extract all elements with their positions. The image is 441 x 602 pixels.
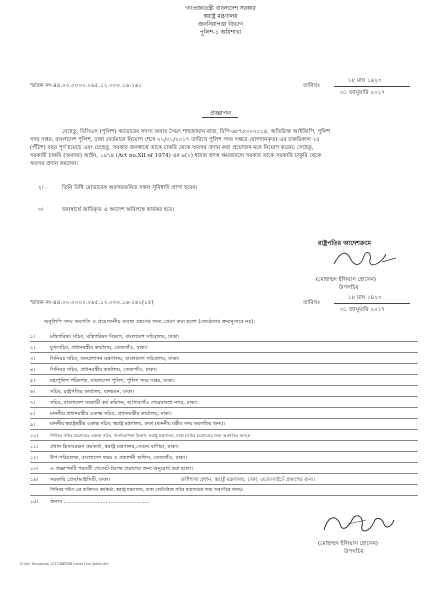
header-section: পুলিশ-১ অধিশাখা xyxy=(199,30,242,36)
list-item: মহাপুলিশ পরিদর্শক, বাংলাদেশ পুলিশ, পুলিশ সদর দপ্তর, ঢাকা। xyxy=(50,378,175,384)
list-number: ১৫। xyxy=(30,499,39,505)
signer-name-copy: (মোহাম্মদ ইলিয়াস হোসেন) xyxy=(318,541,378,547)
list-number: ১০। xyxy=(30,433,39,439)
signer-designation-copy: উপসচিব xyxy=(344,549,364,555)
header-govt: গণপ্রজাতন্ত্রী বাংলাদেশ সরকার xyxy=(185,6,256,12)
list-item: সিনিয়র সচিব, প্রধানমন্ত্রীর কার্যালয়, তেজগাঁও, ঢাকা। xyxy=(50,367,157,373)
point-number: ২। xyxy=(38,185,44,191)
row-divider xyxy=(30,484,418,485)
row-divider xyxy=(30,451,418,452)
date-divider-copy xyxy=(334,303,410,304)
body-line: (পঁচিশ) বছর পূর্ণ হয়েছে এবং যেহেতু, সরকার জনস্বার্থে তাকে চাকরি থেকে অবসর প্রদান করা প্রয়োজন মনে নিয়োগ করেন; সেহেতু, xyxy=(30,145,314,151)
list-item: মাননীয় স্বরাষ্ট্রমন্ত্রীর একান্ত সচিব, স্বরাষ্ট্র মন্ত্রণালয়, ঢাকা (মাননীয় মন্ত্রীর সদয় অবগতির জন্য)। xyxy=(50,422,225,427)
list-item: সিনিয়র সচিব, জনপ্রশাসন মন্ত্রণালয়, বাংলাদেশ সচিবালয়, ঢাকা। xyxy=(50,356,180,362)
row-divider xyxy=(30,429,418,430)
list-number: ৪। xyxy=(30,367,36,373)
signer-designation: উপসচিব xyxy=(339,285,359,291)
list-number: ৯। xyxy=(30,422,36,428)
list-item: সচিব, রাষ্ট্রপতির কার্যালয়, বঙ্গভবন, ঢাকা। xyxy=(50,389,135,395)
list-item: প্রধান হিসাবরক্ষণ কর্মকর্তা, স্বরাষ্ট্র মন্ত্রণালয়,সেগুন বাগিচা, ঢাকা। xyxy=(50,444,179,450)
list-item: উপ-পরিচালক, বাংলাদেশ ফরম ও প্রকাশনী অফিস, তেজগাঁও, ঢাকা। xyxy=(50,455,187,461)
body-line: অবসর প্রদান করলেন। xyxy=(30,161,79,167)
row-divider xyxy=(30,462,418,463)
date-bangla: ১৮ মাঘ ১৪২৩ xyxy=(348,78,382,84)
list-item: জনাব ..................................................... xyxy=(50,499,150,505)
row-divider xyxy=(30,473,418,474)
list-number: ৩। xyxy=(30,356,36,362)
memo-reference-copy: স্মারক নং-৪৪.০০.০০০০.০৯৫.১২.০৩০.১৬-১৬১(১৫) xyxy=(30,300,154,306)
memo-reference: স্মারক নং-৪৪.০০.০০০০.০৯৫.১২.০৩০.১৬-১৬১ xyxy=(30,83,142,89)
list-number: ১। xyxy=(30,334,36,340)
list-number: ৫। xyxy=(30,378,36,384)
list-number: ১৩। xyxy=(30,466,39,472)
row-divider xyxy=(30,385,418,386)
header-ministry: স্বরাষ্ট্র মন্ত্রণালয় xyxy=(203,14,238,20)
title: প্রজ্ঞাপন xyxy=(210,109,231,117)
body-line: যেহেতু, বিসিএস (পুলিশ) ক্যাডারের সদস্য জনাব সৈয়দ শাহজামান রাজ, বিপি-৬৮৭৮০০০০১৪, অতিরিক্ত আইজিপি, পুলিশ xyxy=(62,129,331,135)
list-item: মুখ্যসচিব, প্রধানমন্ত্রীর কার্যালয়, তেজগাঁও, ঢাকা। xyxy=(50,345,148,351)
list-item: মাননীয় প্রধানমন্ত্রীর একান্ত সচিব, প্রধানমন্ত্রীর কার্যালয়, ঢাকা। xyxy=(50,411,172,417)
body-line: সদর দপ্তর, বাংলাদেশ পুলিশ, ঢাকা (বর্তমানে নিয়োগ শেষে ০১/০১/২০১৭ তারিখে পুলিশ সদর দপ্তরে যোগদানকৃত) এর চাকরিকাল ২৫ xyxy=(30,137,320,143)
row-divider xyxy=(30,495,418,496)
list-item: এ প্রজ্ঞাপনটি পরবর্তী গেজেট-বিশেষ প্রকাশের জন্য অনুরোধ করা হলো। xyxy=(50,466,193,472)
date-divider xyxy=(334,86,410,87)
date-english-copy: ৩১ জানুয়ারি ২০১৭ xyxy=(340,307,385,313)
list-number: ১১। xyxy=(30,444,39,450)
point-text: জনস্বার্থে জারিকৃত এ আদেশ অবিলম্বে কার্যকর হবে। xyxy=(62,207,175,213)
footer-file-path: D:\Ms. Document\ 2017\RB\PRB Letter Doc\ ladies.doc xyxy=(20,562,109,566)
body-line: সরকারী চাকরি (অবসর) আইন, ১৯৭৪ (Act no.XII of 1974) এর ৯(২) ধারার প্রদত্ত ক্ষমতাবলে সরকার তাকে সরকারি চাকুরি থেকে xyxy=(30,153,322,159)
header-division: জননিরাপত্তা বিভাগ xyxy=(198,22,243,28)
date-label: তারিখঃ xyxy=(303,83,321,89)
row-divider xyxy=(30,407,418,408)
point-number: ৩। xyxy=(38,207,44,213)
list-item: সিনিয়র সচিব এর ব্যক্তিগত কর্মকর্তা, স্বরাষ্ট্র মন্ত্রণালয়, ঢাকা (অতিরিক্ত সচিব মহোদয়ের সদয় অবগতির জন্য)। xyxy=(50,488,244,493)
list-number: ৬। xyxy=(30,389,36,395)
date-label-copy: তারিখঃ xyxy=(303,300,321,306)
list-item: মন্ত্রিপরিষদ সচিব, মন্ত্রিপরিষদ বিভাগ, বাংলাদেশ সচিবালয়, ঢাকা। xyxy=(50,334,180,340)
handwritten-signature xyxy=(330,246,400,272)
distribution-intro: অনুলিপি সদয় অবগতি ও প্রয়োজনীয় ব্যবস্থা গ্রহণের জন্য প্রেরণ করা হলো (জ্যেষ্ঠতার ক্রমানুসারে নয়): xyxy=(44,319,256,325)
row-divider xyxy=(30,440,418,441)
list-number: ৮। xyxy=(30,411,36,417)
row-divider xyxy=(30,341,418,342)
list-item: সচিব, বাংলাদেশ সরকারী কর্ম কমিশন, আগারগাঁও শেরেবাংলা নগর, ঢাকা। xyxy=(50,400,198,406)
title-underline xyxy=(202,117,238,118)
handwritten-entry: অধিশাখা প্রধান, স্বরাষ্ট্র মন্ত্রণালয়, ঢাকা, ওয়েবসাইটে প্রকাশের জন্য। xyxy=(180,477,315,483)
row-divider xyxy=(30,352,418,353)
list-number: ৭। xyxy=(30,400,36,406)
list-number: ১৪। xyxy=(30,477,39,483)
order-by-president: রাষ্ট্রপতির আদেশক্রমে xyxy=(318,240,372,247)
list-number: ১২। xyxy=(30,455,39,461)
list-item: সিনিয়র সচিব মহোদয়ের একান্ত সচিব, জননিরাপত্তা বিভাগ, স্বরাষ্ট্র মন্ত্রণালয়, ঢাকা (সচিব মহোদয়ের সদয় অবগতির জন্য)। xyxy=(50,433,251,438)
list-item: সরকারি প্রেস/আইসিটি, ঢাকা। xyxy=(50,477,111,483)
point-text: তিনি বিধি মোতাবেক অবসরজনিত সকল সুবিধাদি প্রাপ্য হবেন। xyxy=(62,185,198,191)
date-bangla-copy: ১৮ মাঘ ১৪২৩ xyxy=(348,295,382,301)
list-number: ২। xyxy=(30,345,36,351)
date-english: ৩১ জানুয়ারি ২০১৭ xyxy=(340,90,385,96)
row-divider xyxy=(30,396,418,397)
row-divider xyxy=(30,418,418,419)
signer-name: (মোহাম্মদ ইলিয়াস হোসেন) xyxy=(316,277,376,283)
handwritten-signature xyxy=(318,510,398,538)
row-divider xyxy=(30,363,418,364)
row-divider xyxy=(30,374,418,375)
